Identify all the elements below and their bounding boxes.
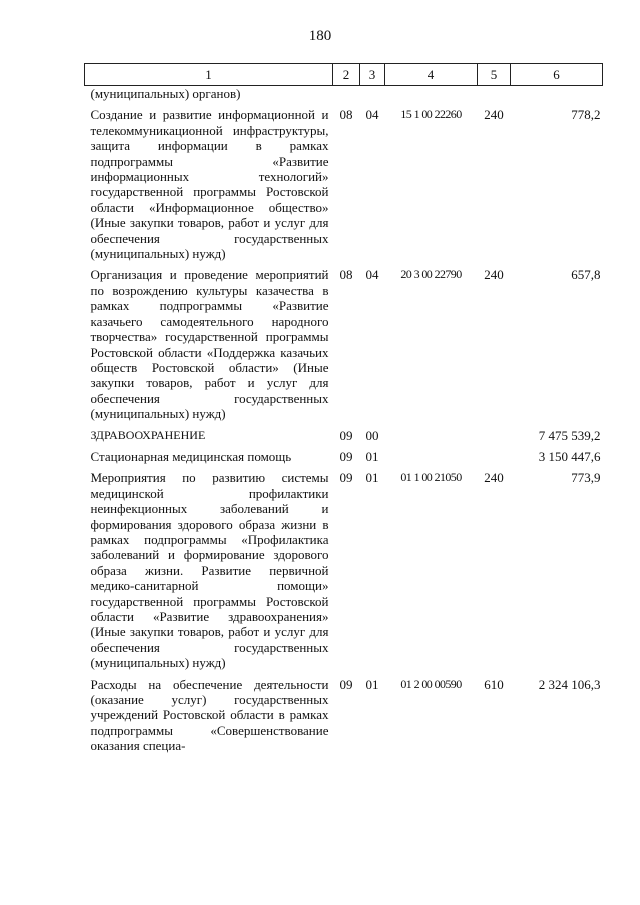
table-row	[85, 449, 603, 470]
header-col-3: 3	[360, 64, 385, 86]
header-col-1: 1	[85, 64, 333, 86]
row-section: 09	[339, 676, 353, 692]
row-expense-type	[478, 428, 511, 449]
table-row	[85, 267, 603, 427]
row-amount: 773,9	[571, 470, 601, 486]
row-expense-type	[478, 449, 511, 470]
header-col-6: 6	[511, 64, 603, 86]
header-col-5: 5	[478, 64, 511, 86]
row-subsection: 04	[365, 107, 379, 123]
table-row	[85, 470, 603, 676]
row-amount: 7 475 539,2	[538, 427, 601, 443]
table-row	[85, 677, 603, 760]
header-col-4: 4	[385, 64, 478, 86]
row-target-article: 20 3 00 22790	[400, 267, 462, 282]
row-amount	[511, 86, 603, 108]
row-name: Расходы на обеспечение деятельности (оказание услуг) государственных учреждений Ростовской области в рамках подпрограммы «Совершенствование оказания специа-	[90, 676, 329, 754]
row-expense-type	[478, 86, 511, 108]
row-target-article	[385, 449, 478, 470]
row-name: Мероприятия по развитию системы медицинской профилактики неинфекционных заболеваний и формирования здорового образа жизни в рамках подпрограммы «Профилактика заболеваний и формирование здорового образа жизни. Развитие первичной медико-санитарной помощи» государственной программы Ростовской области «Развитие здравоохранения» (Иные закупки товаров, работ и услуг для обеспечения государственных (муниципальных) нужд)	[90, 470, 329, 671]
row-subsection: 01	[365, 470, 379, 486]
row-name: Создание и развитие информационной и телекоммуникационной инфраструктуры, защита информации в рамках подпрограммы «Развитие информационных технологий» государственной программы Ростовской области «Информационное общество» (Иные закупки товаров, работ и услуг для обеспечения государственных (муниципальных) нужд)	[90, 107, 329, 262]
row-section: 08	[339, 267, 353, 283]
row-expense-type: 240	[484, 470, 504, 486]
row-subsection: 00	[365, 427, 379, 443]
table-row	[85, 428, 603, 449]
row-target-article: 15 1 00 22260	[400, 107, 462, 122]
row-amount: 657,8	[571, 267, 601, 283]
row-section: 09	[339, 448, 353, 464]
row-target-article: 01 2 00 00590	[400, 676, 462, 691]
row-subsection: 01	[365, 448, 379, 464]
table-header	[85, 64, 603, 86]
row-subsection: 04	[365, 267, 379, 283]
row-subsection: 01	[365, 676, 379, 692]
budget-table	[84, 63, 603, 760]
table-row	[85, 86, 603, 108]
row-section: 09	[339, 427, 353, 443]
header-col-2: 2	[333, 64, 360, 86]
row-amount: 3 150 447,6	[538, 448, 601, 464]
table-row	[85, 107, 603, 267]
row-name: ЗДРАВООХРАНЕНИЕ	[90, 427, 206, 442]
row-expense-type: 610	[484, 676, 504, 692]
row-expense-type: 240	[484, 267, 504, 283]
row-section	[333, 86, 360, 108]
row-expense-type: 240	[484, 107, 504, 123]
row-name: Организация и проведение мероприятий по возрождению культуры казачества в рамках подпрограммы «Развитие казачьего самодеятельного народного творчества» государственной программы Ростовской области «Поддержка казачьих обществ Ростовской области» (Иные закупки товаров, работ и услуг для обеспечения государственных (муниципальных) нужд)	[90, 267, 329, 422]
row-name: (муниципальных) органов)	[90, 86, 241, 101]
page-number: 180	[308, 28, 332, 44]
row-section: 08	[339, 107, 353, 123]
row-amount: 2 324 106,3	[538, 676, 601, 692]
row-subsection	[360, 86, 385, 108]
row-amount: 778,2	[571, 107, 601, 123]
row-target-article	[385, 86, 478, 108]
row-section: 09	[339, 470, 353, 486]
row-target-article	[385, 428, 478, 449]
row-target-article: 01 1 00 21050	[400, 470, 462, 485]
row-name: Стационарная медицинская помощь	[90, 448, 292, 464]
